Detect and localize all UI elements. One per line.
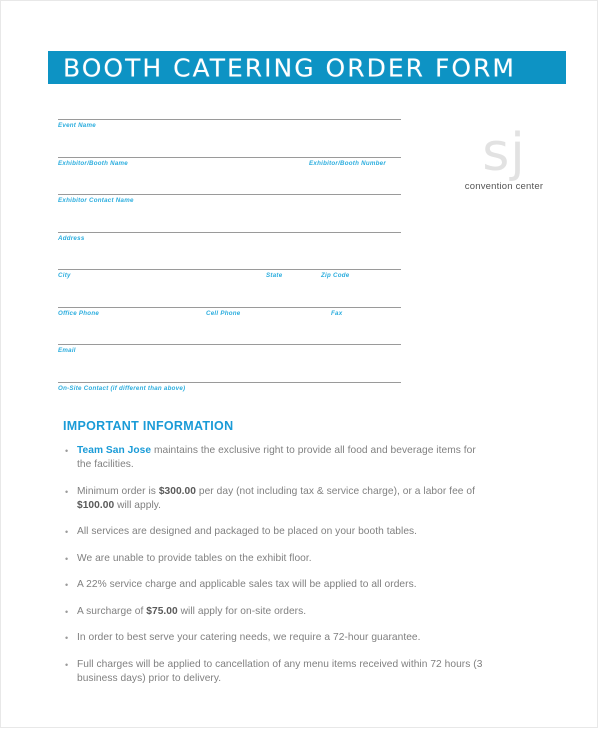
list-item [63, 605, 488, 619]
field-label: Zip Code [321, 272, 350, 279]
list-item [63, 444, 488, 472]
list-item [63, 658, 488, 686]
list-item-text: A surcharge of [77, 605, 147, 617]
field-underline [58, 119, 401, 120]
list-item-text: In order to best serve your catering needs, we require a 72-hour guarantee. [77, 632, 421, 643]
field-label: State [266, 272, 283, 279]
list-item-text: All services are designed and packaged to be placed on your booth tables. [77, 526, 418, 537]
form-fields [58, 119, 401, 419]
field-label: Cell Phone [206, 309, 241, 317]
field-underline [58, 344, 401, 345]
important-information-list [63, 444, 488, 698]
field-input-area[interactable] [58, 103, 138, 119]
logo-subtitle: convention center [464, 181, 544, 193]
field-input-area[interactable] [58, 178, 138, 194]
field-label: Exhibitor/Booth Name [58, 159, 128, 167]
field-underline [58, 269, 401, 270]
field-underline [58, 232, 401, 233]
field-label: On-Site Contact (if different than above) [58, 384, 186, 392]
form-header-banner [48, 51, 566, 84]
list-item-text: $300.00 [158, 485, 196, 497]
list-item [63, 578, 488, 592]
sj-convention-center-logo [449, 123, 559, 193]
field-label: Office Phone [58, 309, 100, 317]
list-item [63, 525, 488, 539]
brand-name: Team San Jose [77, 445, 152, 456]
field-underline [58, 194, 401, 195]
field-underline [58, 382, 401, 383]
field-label: Event Name [58, 122, 96, 129]
list-item-text: Minimum order is [77, 485, 159, 497]
important-information-heading: IMPORTANT INFORMATION [63, 419, 234, 433]
field-input-area[interactable] [331, 291, 411, 307]
list-item [63, 631, 488, 645]
field-underline [58, 157, 401, 158]
field-input-area[interactable] [309, 141, 389, 157]
field-label: Exhibitor Contact Name [58, 197, 134, 204]
field-input-area[interactable] [58, 291, 138, 307]
field-label: Exhibitor/Booth Number [309, 159, 386, 167]
list-item-text: $75.00 [146, 605, 178, 617]
field-label: Fax [331, 309, 343, 317]
list-item-text: We are unable to provide tables on the exhibit floor. [77, 552, 312, 564]
list-item-text: maintains the exclusive right to provide all food and beverage items for the facilities. [77, 445, 476, 470]
field-input-area[interactable] [58, 328, 138, 344]
list-item-text: $100.00 [77, 499, 115, 511]
list-item [63, 552, 488, 566]
list-item-text: A 22% service charge and applicable sales tax will be applied to all orders. [77, 579, 417, 590]
list-item-text: per day (not including tax & service charge), or a labor fee of [196, 485, 475, 497]
field-label: Email [58, 347, 76, 354]
form-field-row [58, 382, 401, 420]
field-label: Address [58, 234, 85, 242]
field-input-area[interactable] [206, 291, 286, 307]
field-underline [58, 307, 401, 308]
page-title: BOOTH CATERING ORDER FORM [63, 53, 516, 82]
field-input-area[interactable] [58, 216, 138, 232]
field-input-area[interactable] [58, 253, 138, 269]
field-label: City [58, 272, 71, 279]
logo-mark: sj [482, 123, 526, 183]
field-input-area[interactable] [58, 141, 138, 157]
field-input-area[interactable] [58, 366, 138, 382]
field-input-area[interactable] [321, 253, 401, 269]
list-item-text: Full charges will be applied to cancellation of any menu items received within 72 hours (3 business days) prior to delivery. [77, 658, 483, 684]
list-item [63, 485, 488, 513]
list-item-text: will apply for on-site orders. [177, 605, 307, 617]
list-item-text: will apply. [114, 499, 162, 511]
